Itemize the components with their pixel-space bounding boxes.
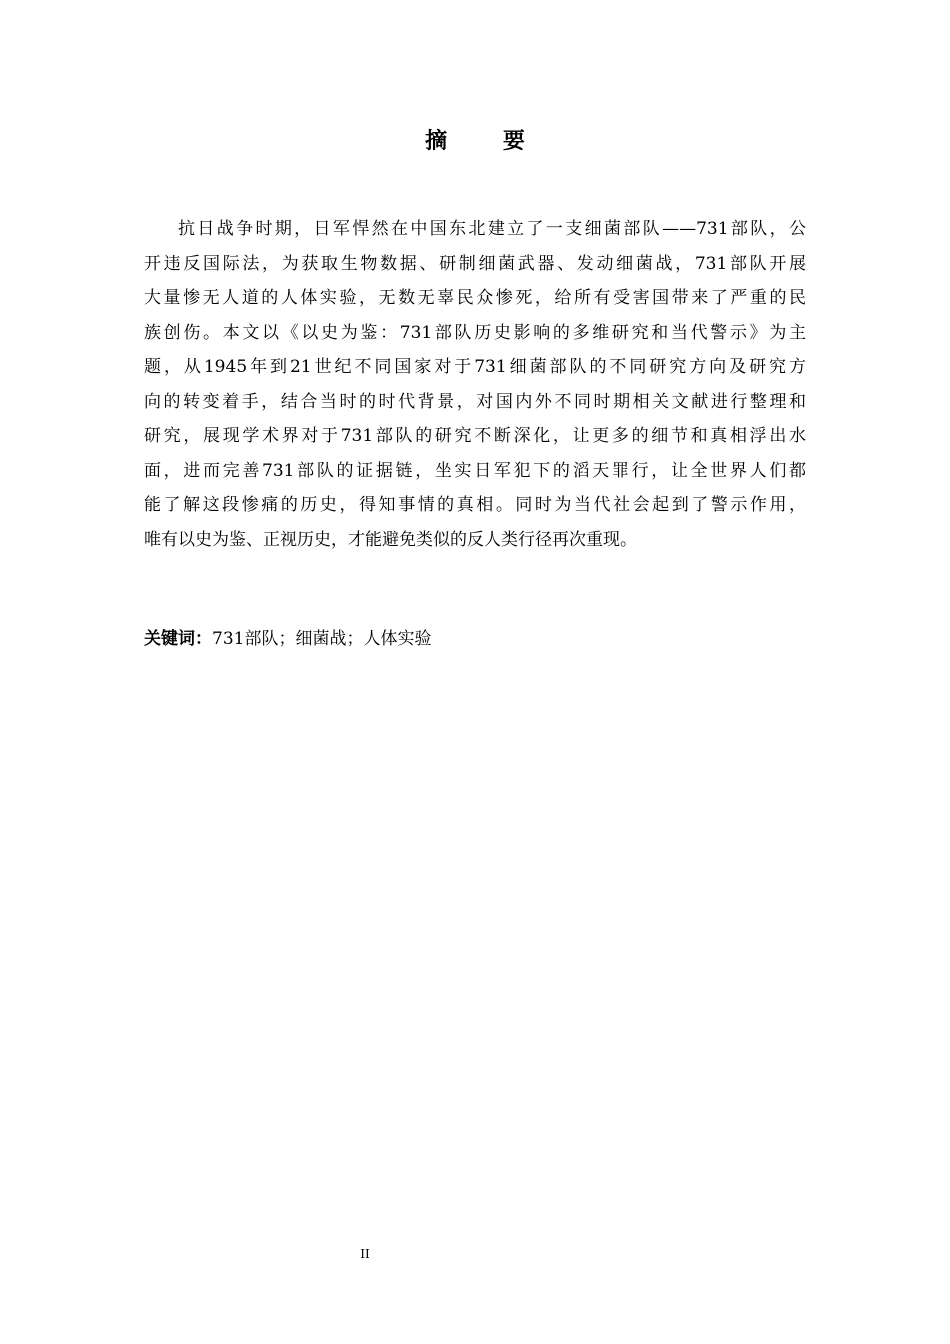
abstract-line: 向的转变着手，结合当时的时代背景，对国内外不同时期相关文献进行整理和 [144, 391, 806, 412]
abstract-body [144, 212, 806, 557]
abstract-line: 族创伤。本文以《以史为鉴：731部队历史影响的多维研究和当代警示》为主 [144, 322, 806, 343]
abstract-line: 大量惨无人道的人体实验，无数无辜民众惨死，给所有受害国带来了严重的民 [144, 288, 806, 308]
abstract-line: 开违反国际法，为获取生物数据、研制细菌武器、发动细菌战，731部队开展 [144, 253, 806, 274]
abstract-line: 题，从1945年到21世纪不同国家对于731细菌部队的不同研究方向及研究方 [144, 357, 806, 377]
keywords-line [144, 624, 806, 654]
abstract-line: 研究，展现学术界对于731部队的研究不断深化，让更多的细节和真相浮出水 [144, 426, 806, 446]
keywords-value: 731部队；细菌战；人体实验 [212, 629, 432, 649]
page-number: II [360, 1247, 370, 1261]
abstract-line: 唯有以史为鉴、正视历史，才能避免类似的反人类行径再次重现。 [144, 529, 637, 550]
abstract-line: 面，进而完善731部队的证据链，坐实日军犯下的滔天罪行，让全世界人们都 [144, 460, 806, 481]
keywords-label: 关键词： [144, 629, 212, 649]
abstract-line: 抗日战争时期，日军悍然在中国东北建立了一支细菌部队——731部队，公 [178, 219, 806, 239]
abstract-line: 能了解这段惨痛的历史，得知事情的真相。同时为当代社会起到了警示作用， [144, 495, 806, 515]
page-title: 摘 要 [425, 129, 549, 154]
